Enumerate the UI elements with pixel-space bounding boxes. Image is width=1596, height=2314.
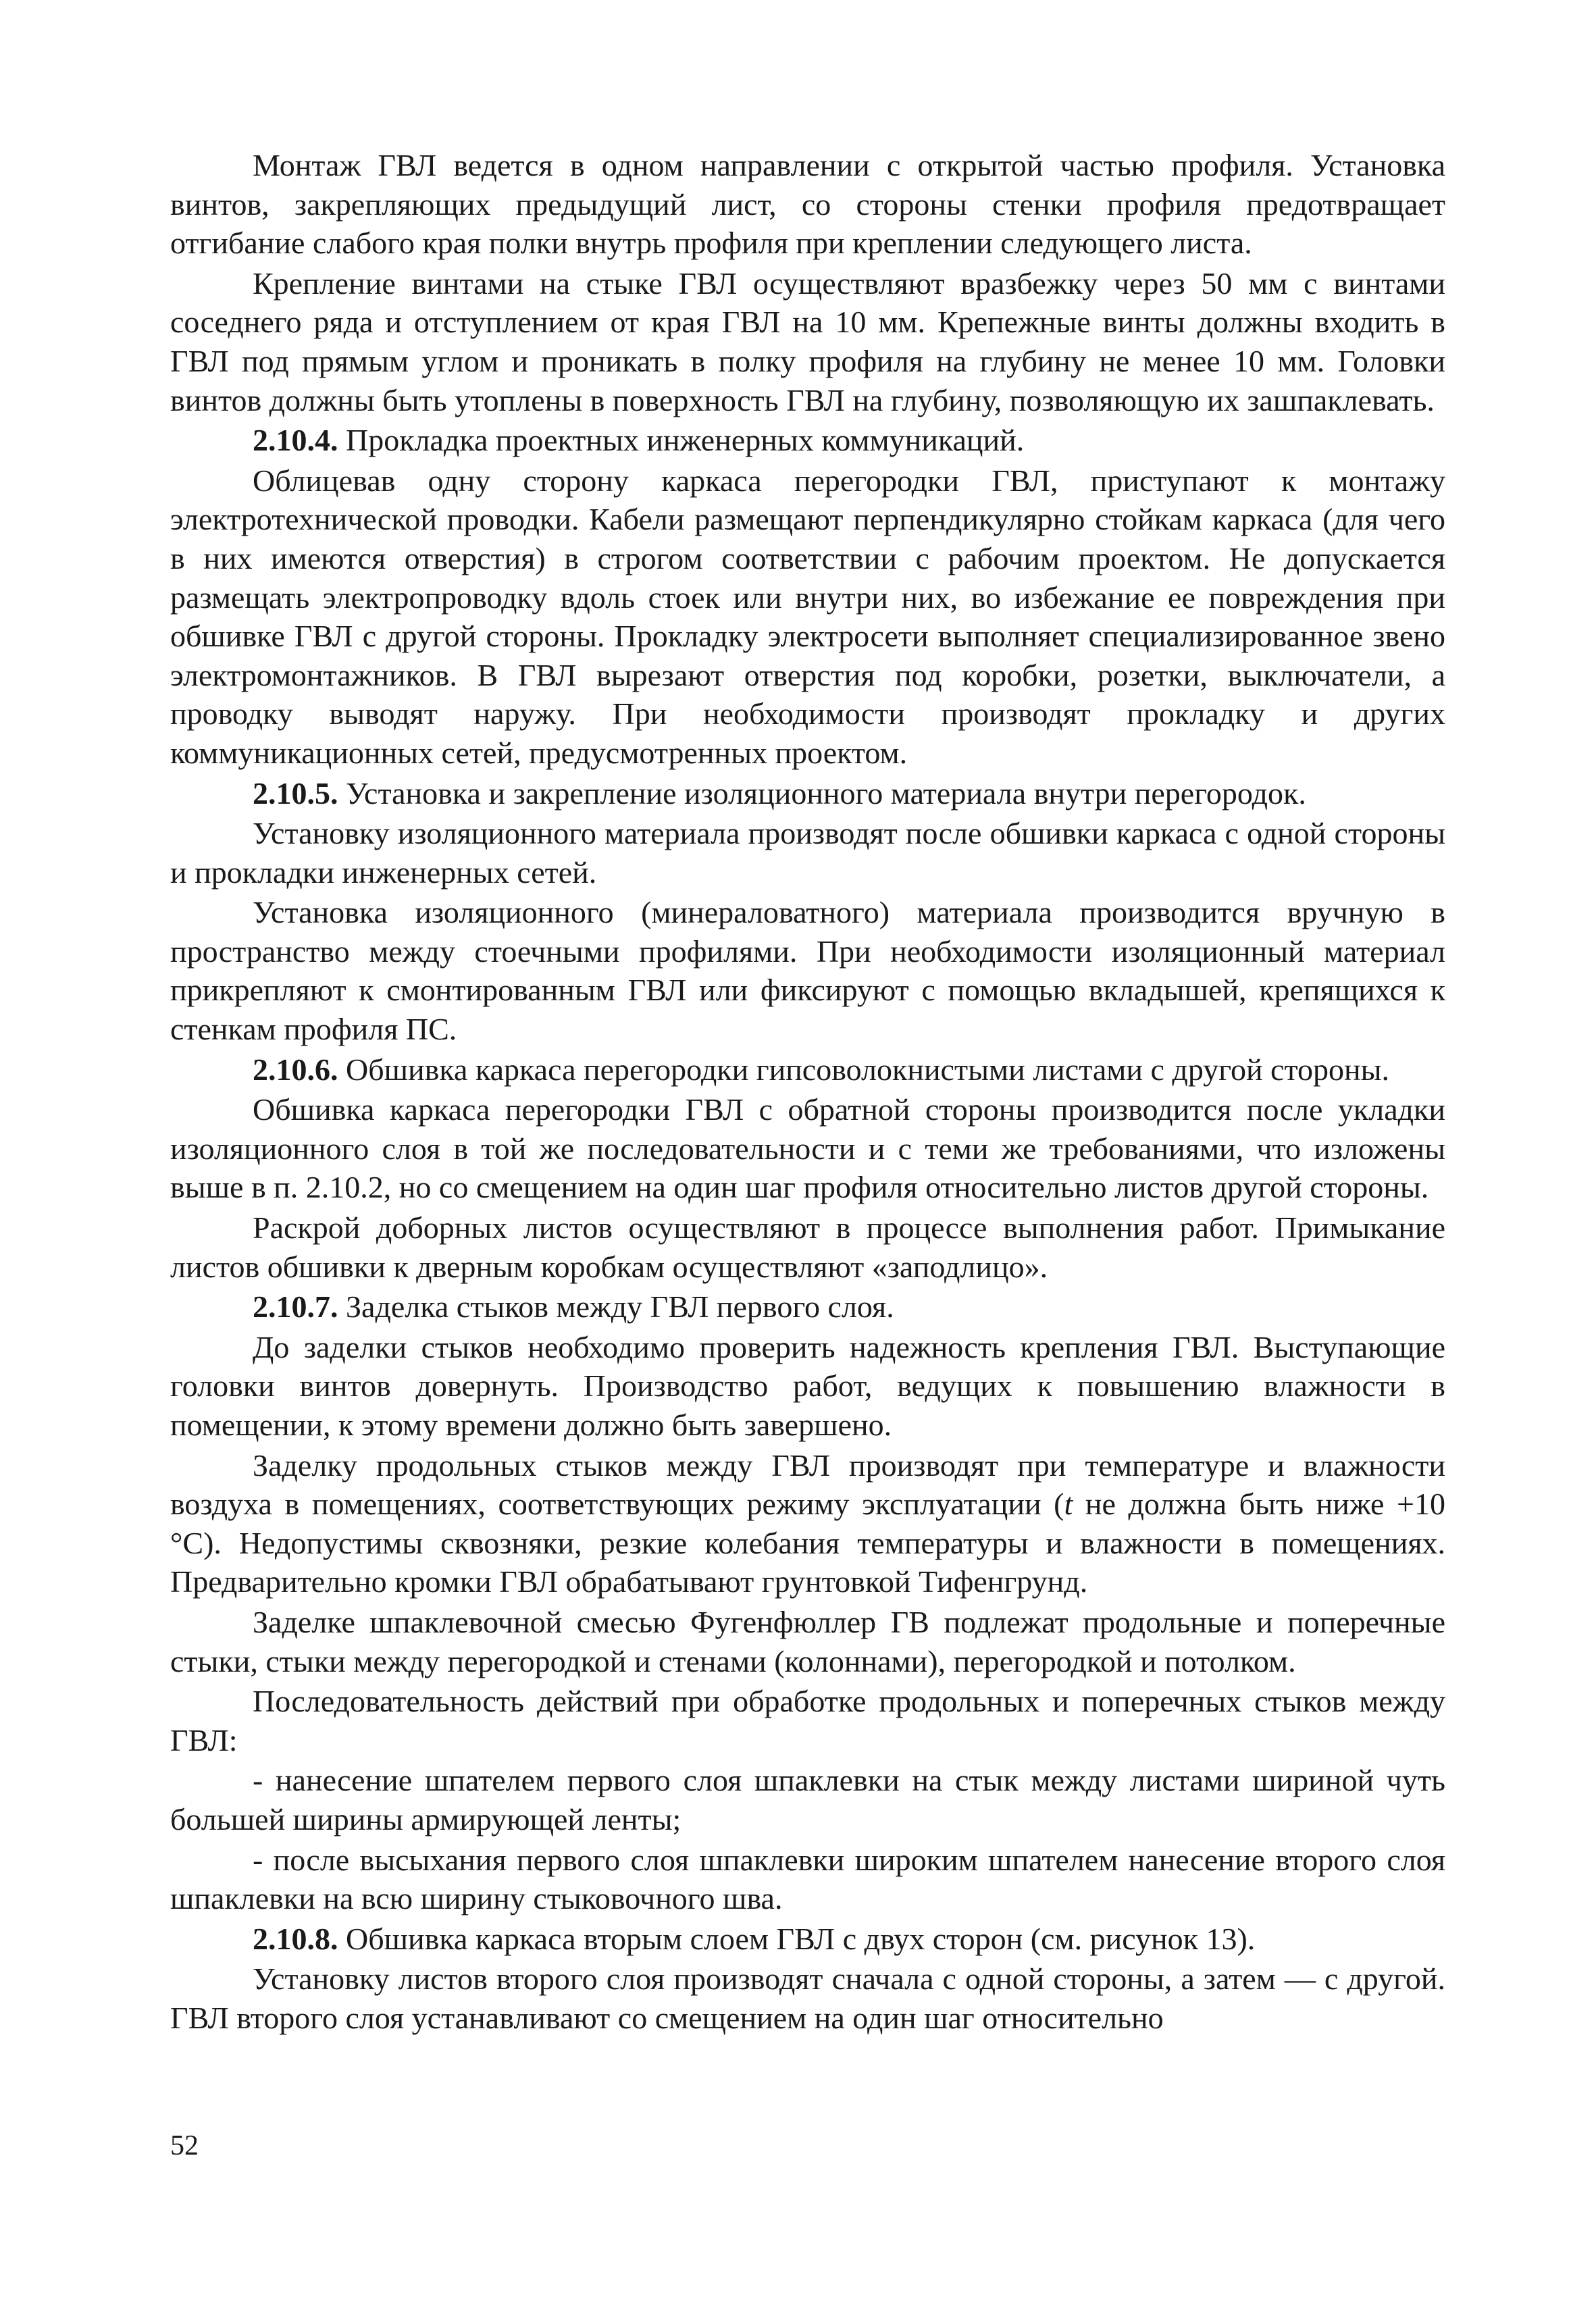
paragraph: Последовательность действий при обработке продольных и поперечных стыков между ГВЛ: bbox=[170, 1684, 1445, 1757]
paragraph: Обшивка каркаса перегородки ГВЛ с обратной стороны производится после укладки изоляционного слоя в той же последовательности и с теми же требованиями, что изложены выше в п. 2.10.2, но со смещением на один шаг профиля относительно листов другой стороны. bbox=[170, 1092, 1445, 1205]
paragraph: Раскрой доборных листов осуществляют в процессе выполнения работ. Примыкание листов обшивки к дверным коробкам осуществляют «заподлицо». bbox=[170, 1210, 1445, 1284]
section-number: 2.10.8. bbox=[253, 1921, 338, 1956]
paragraph: Монтаж ГВЛ ведется в одном направлении с открытой частью профиля. Установка винтов, закрепляющих предыдущий лист, со стороны стенки профиля предотвращает отгибание слабого края полки внутрь профиля при креплении следующего листа. bbox=[170, 148, 1445, 261]
section-heading bbox=[170, 1920, 1445, 1959]
paragraph: Заделке шпаклевочной смесью Фугенфюллер ГВ подлежат продольные и поперечные стыки, стыки между перегородкой и стенами (колоннами), перегородкой и потолком. bbox=[170, 1604, 1445, 1678]
temperature-symbol: t bbox=[1064, 1487, 1073, 1522]
page-body bbox=[170, 146, 1445, 2039]
paragraph: Установка изоляционного (минераловатного) материала производится вручную в пространство между стоечными профилями. При необходимости изоляционный материал прикрепляют к смонтированным ГВЛ или фиксируют с помощью вкладышей, крепящихся к стенкам профиля ПС. bbox=[170, 895, 1445, 1047]
paragraph-text-after: не должна быть ниже +10 °С). Недопустимы сквозняки, резкие колебания температуры и влажности в помещениях. Предварительно кромки ГВЛ обрабатывают грунтовкой Тифенгрунд. bbox=[170, 1487, 1445, 1599]
paragraph-text-before: Заделку продольных стыков между ГВЛ производят при температуре и влажности воздуха в помещениях, соответствующих режиму эксплуатации ( bbox=[170, 1447, 1445, 1522]
paragraph bbox=[170, 1446, 1445, 1601]
page-number: 52 bbox=[170, 2130, 199, 2161]
section-title: Заделка стыков между ГВЛ первого слоя. bbox=[346, 1289, 894, 1325]
section-number: 2.10.7. bbox=[253, 1289, 338, 1325]
paragraph: До заделки стыков необходимо проверить надежность крепления ГВЛ. Выступающие головки винтов довернуть. Производство работ, ведущих к повышению влажности в помещении, к этому времени должно быть завершено. bbox=[170, 1329, 1445, 1442]
paragraph: Крепление винтами на стыке ГВЛ осуществляют вразбежку через 50 мм с винтами соседнего ряда и отступлением от края ГВЛ на 10 мм. Крепежные винты должны входить в ГВЛ под прямым углом и проникать в полку профиля на глубину не менее 10 мм. Головки винтов должны быть утоплены в поверхность ГВЛ на глубину, позволяющую их зашпаклевать. bbox=[170, 265, 1445, 417]
paragraph: Облицевав одну сторону каркаса перегородки ГВЛ, приступают к монтажу электротехнической проводки. Кабели размещают перпендикулярно стойкам каркаса (для чего в них имеются отверстия) в строгом соответствии с рабочим проектом. Не допускается размещать электропроводку вдоль стоек или внутри них, во избежание ее повреждения при обшивке ГВЛ с другой стороны. Прокладку электросети выполняет специализированное звено электромонтажников. В ГВЛ вырезают отверстия под коробки, розетки, выключатели, а проводку выводят наружу. При необходимости производят прокладку и других коммуникационных сетей, предусмотренных проектом. bbox=[170, 463, 1445, 770]
list-item: - после высыхания первого слоя шпаклевки широким шпателем нанесение второго слоя шпаклевки на всю ширину стыковочного шва. bbox=[170, 1842, 1445, 1916]
section-heading bbox=[170, 1050, 1445, 1089]
section-title: Прокладка проектных инженерных коммуникаций. bbox=[346, 423, 1025, 458]
section-title: Обшивка каркаса перегородки гипсоволокнистыми листами с другой стороны. bbox=[346, 1052, 1389, 1087]
section-heading bbox=[170, 1287, 1445, 1327]
section-heading bbox=[170, 421, 1445, 460]
section-number: 2.10.4. bbox=[253, 423, 338, 458]
section-title: Обшивка каркаса вторым слоем ГВЛ с двух сторон (см. рисунок 13). bbox=[346, 1921, 1256, 1956]
list-item: - нанесение шпателем первого слоя шпаклевки на стык между листами шириной чуть большей ширины армирующей ленты; bbox=[170, 1763, 1445, 1836]
paragraph: Установку листов второго слоя производят сначала с одной стороны, а затем — с другой. ГВЛ второго слоя устанавливают со смещением на один шаг относительно bbox=[170, 1961, 1445, 2035]
section-heading bbox=[170, 774, 1445, 813]
section-number: 2.10.5. bbox=[253, 775, 338, 811]
section-title: Установка и закрепление изоляционного материала внутри перегородок. bbox=[346, 775, 1306, 811]
section-number: 2.10.6. bbox=[253, 1052, 338, 1087]
paragraph: Установку изоляционного материала производят после обшивки каркаса с одной стороны и прокладки инженерных сетей. bbox=[170, 816, 1445, 890]
